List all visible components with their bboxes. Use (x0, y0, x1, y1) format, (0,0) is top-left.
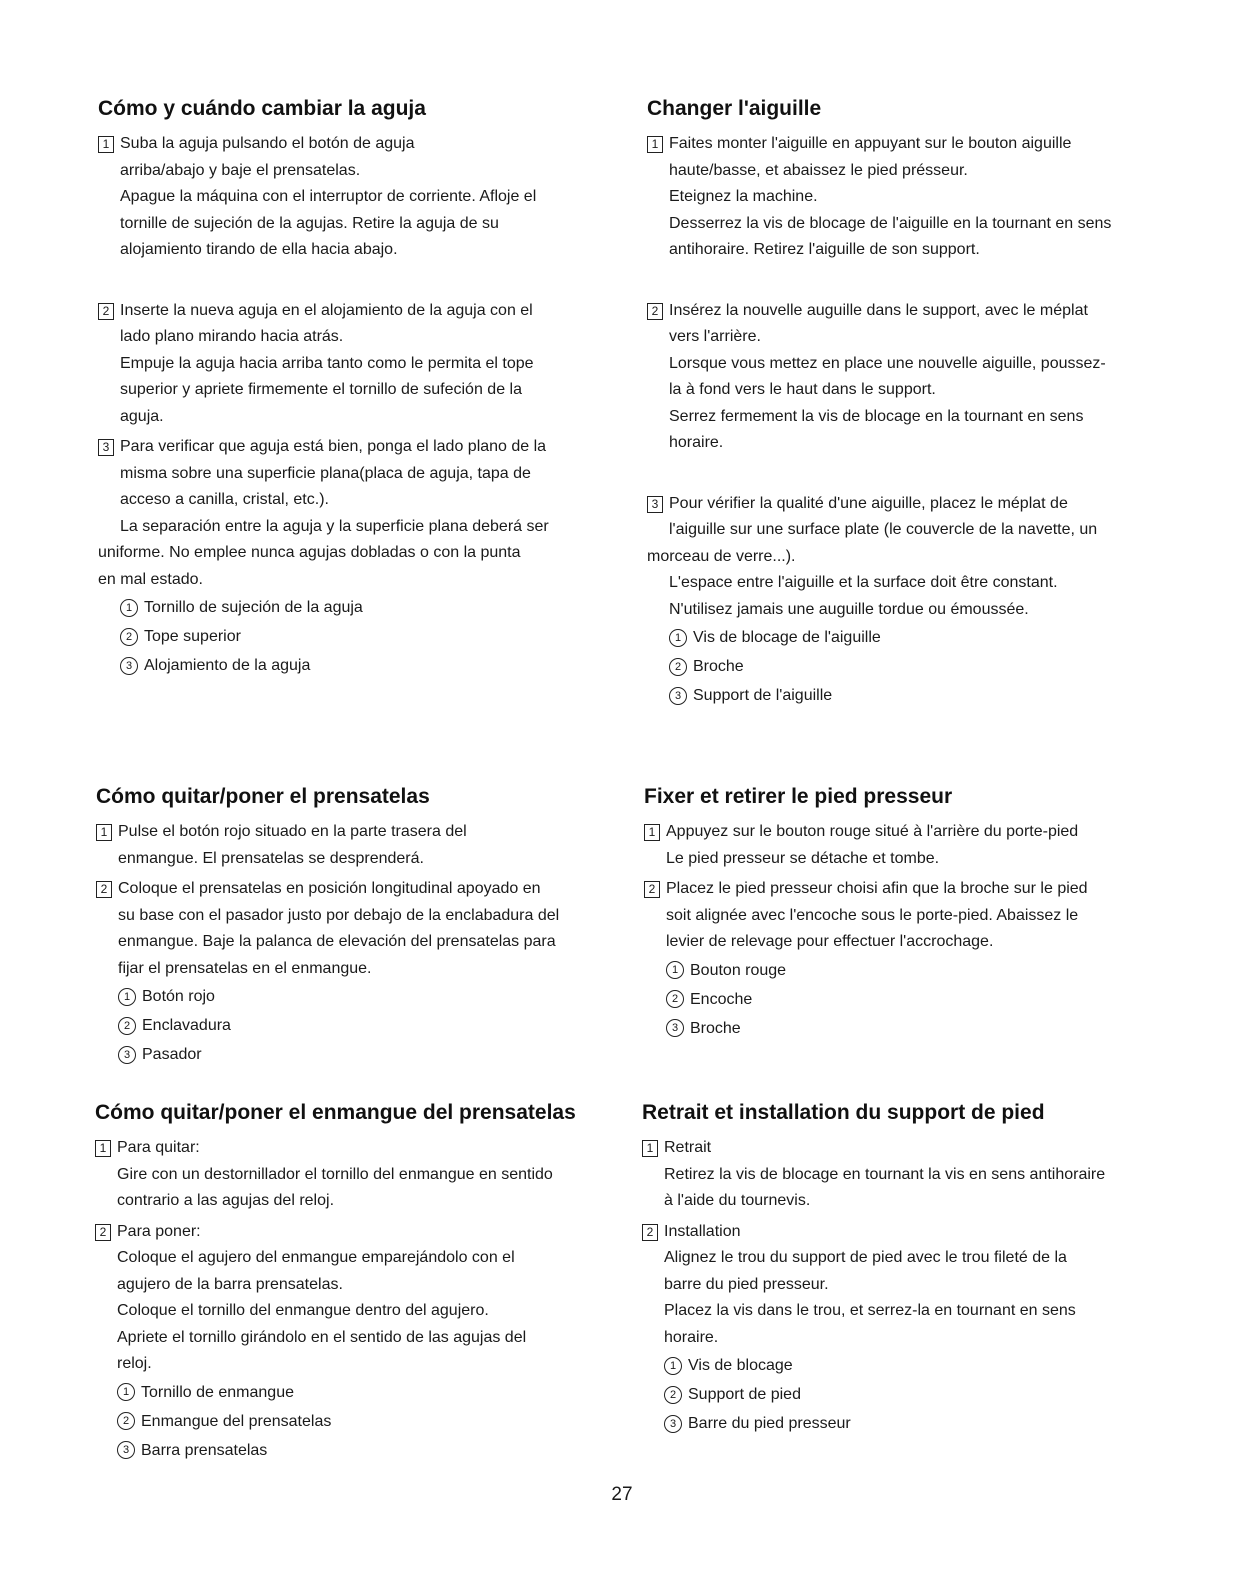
step-2 (95, 1219, 635, 1378)
step-line: Insérez la nouvelle auguille dans le support, avec le méplat (669, 301, 1088, 319)
step-line: Faites monter l'aiguille en appuyant sur le bouton aiguille (669, 135, 1072, 152)
step-line: uniforme. No emplee nunca agujas dobladas o con la punta (98, 544, 521, 561)
list-item: 2 Enclavadura (118, 1011, 626, 1040)
step-line: Placez le pied presseur choisi afin que la broche sur le pied (666, 880, 1088, 897)
section-cambiar-aguja (98, 96, 618, 680)
step-line: reloj. (117, 1355, 152, 1372)
step-1 (95, 1135, 635, 1215)
circled-number: 3 (664, 1415, 682, 1433)
page-number: 27 (611, 1484, 633, 1505)
circled-number: 2 (120, 628, 138, 646)
list-item: 1 Vis de blocage de l'aiguille (669, 623, 1187, 652)
step-line: Eteignez la machine. (669, 188, 818, 205)
list-item: 1 Tornillo de enmangue (117, 1378, 635, 1407)
step-line: Empuje la aguja hacia arriba tanto como le permita el tope (120, 354, 534, 372)
step-line: acceso a canilla, cristal, etc.). (120, 491, 329, 508)
parts-list (96, 982, 626, 1069)
step-line: soit alignée avec l'encoche sous le porte-pied. Abaissez le (666, 906, 1079, 924)
step-line: la à fond vers le haut dans le support. (669, 381, 936, 398)
step-line: agujero de la barra prensatelas. (117, 1275, 343, 1293)
section-changer-aiguille (647, 96, 1187, 710)
circled-number: 1 (664, 1357, 682, 1375)
step-1 (644, 819, 1184, 872)
step-line: alojamiento tirando de ella hacia abajo. (120, 241, 398, 258)
step-number-box: 1 (644, 824, 660, 841)
circled-number: 1 (669, 629, 687, 647)
step-line: Desserrez la vis de blocage de l'aiguille en la tournant en sens (669, 214, 1112, 232)
circled-number: 2 (666, 990, 684, 1008)
section-title: Fixer et retirer le pied presseur (644, 785, 953, 808)
step-line: Installation (664, 1222, 741, 1240)
section-title: Changer l'aiguille (647, 97, 822, 120)
step-line: l'aiguille sur une surface plate (le couvercle de la navette, un (669, 521, 1098, 538)
step-line: Inserte la nueva aguja en el alojamiento de la aguja con el (120, 301, 533, 319)
step-line: à l'aide du tournevis. (664, 1192, 811, 1209)
step-number-box: 1 (98, 136, 114, 153)
list-item: 2 Enmangue del prensatelas (117, 1407, 635, 1436)
step-number-box: 2 (647, 303, 663, 320)
step-number-box: 1 (96, 824, 112, 841)
step-line: Serrez fermement la vis de blocage en la tournant en sens (669, 407, 1084, 425)
circled-number: 3 (118, 1046, 136, 1064)
step-number-box: 2 (95, 1224, 111, 1241)
step-number-box: 2 (98, 303, 114, 320)
step-number-box: 1 (95, 1140, 111, 1157)
step-2 (96, 876, 626, 982)
step-line: Coloque el prensatelas en posición longitudinal apoyado en (118, 880, 541, 897)
section-quitar-prensatelas (96, 784, 626, 1069)
step-line: levier de relevage pour effectuer l'accrochage. (666, 933, 994, 950)
step-number-box: 2 (96, 881, 112, 898)
circled-number: 2 (669, 658, 687, 676)
circled-number: 1 (120, 599, 138, 617)
step-line: Pour vérifier la qualité d'une aiguille, placez le méplat de (669, 494, 1068, 512)
step-line: Placez la vis dans le trou, et serrez-la en tournant en sens (664, 1302, 1076, 1319)
circled-number: 2 (664, 1386, 682, 1404)
section-title: Cómo y cuándo cambiar la aguja (98, 97, 426, 120)
step-line: horaire. (669, 434, 724, 451)
step-line: tornille de sujeción de la agujas. Retire la aguja de su (120, 214, 499, 232)
list-item: 1 Botón rojo (118, 982, 626, 1011)
step-line: Coloque el tornillo del enmangue dentro del agujero. (117, 1302, 489, 1319)
step-3 (647, 491, 1187, 624)
step-line: Retirez la vis de blocage en tournant la vis en sens antihoraire (664, 1165, 1106, 1183)
step-line: lado plano mirando hacia atrás. (120, 328, 344, 345)
circled-number: 3 (117, 1441, 135, 1459)
circled-number: 3 (669, 687, 687, 705)
list-item: 2 Broche (669, 652, 1187, 681)
section-retrait-support (642, 1100, 1187, 1438)
step-line: Appuyez sur le bouton rouge situé à l'arrière du porte-pied (666, 823, 1079, 840)
step-line: contrario a las agujas del reloj. (117, 1192, 335, 1209)
section-title: Cómo quitar/poner el prensatelas (96, 785, 430, 808)
parts-list (647, 623, 1187, 710)
list-item: 2 Encoche (666, 985, 1184, 1014)
step-line: Para poner: (117, 1222, 201, 1240)
step-2 (98, 298, 618, 431)
list-item: 3 Barra prensatelas (117, 1436, 635, 1465)
step-line: su base con el pasador justo por debajo de la enclabadura del (118, 906, 560, 924)
list-item: 3 Barre du pied presseur (664, 1409, 1187, 1438)
list-item: 1 Bouton rouge (666, 956, 1184, 985)
circled-number: 2 (117, 1412, 135, 1430)
step-line: enmangue. Baje la palanca de elevación del prensatelas para (118, 933, 556, 950)
step-line: Para verificar que aguja está bien, ponga el lado plano de la (120, 438, 547, 455)
step-2 (644, 876, 1184, 956)
step-1 (96, 819, 626, 872)
parts-list (642, 1351, 1187, 1438)
step-number-box: 2 (644, 881, 660, 898)
step-line: antihoraire. Retirez l'aiguille de son support. (669, 241, 980, 258)
list-item: 2 Support de pied (664, 1380, 1187, 1409)
circled-number: 1 (666, 961, 684, 979)
list-item: 3 Support de l'aiguille (669, 681, 1187, 710)
step-line: en mal estado. (98, 570, 203, 588)
step-line: Retrait (664, 1139, 712, 1156)
list-item: 3 Pasador (118, 1040, 626, 1069)
step-line: fijar el prensatelas en el enmangue. (118, 959, 372, 977)
step-line: horaire. (664, 1328, 719, 1346)
step-line: barre du pied presseur. (664, 1275, 829, 1293)
step-line: Gire con un destornillador el tornillo del enmangue en sentido (117, 1165, 553, 1183)
section-title: Retrait et installation du support de pied (642, 1101, 1045, 1124)
section-quitar-enmangue (95, 1100, 635, 1465)
step-line: vers l'arrière. (669, 328, 761, 345)
step-line: La separación entre la aguja y la superficie plana deberá ser (120, 517, 549, 535)
circled-number: 3 (666, 1019, 684, 1037)
step-3 (98, 434, 618, 593)
step-line: N'utilisez jamais une auguille tordue ou émoussée. (669, 600, 1029, 618)
step-2 (642, 1219, 1187, 1352)
step-1 (642, 1135, 1187, 1215)
list-item: 1 Tornillo de sujeción de la aguja (120, 593, 618, 622)
step-line: Lorsque vous mettez en place une nouvelle aiguille, poussez- (669, 354, 1106, 372)
list-item: 1 Vis de blocage (664, 1351, 1187, 1380)
step-line: Apriete el tornillo girándolo en el sentido de las agujas del (117, 1328, 527, 1346)
step-line: misma sobre una superficie plana(placa de aguja, tapa de (120, 464, 531, 482)
circled-number: 1 (118, 988, 136, 1006)
step-number-box: 1 (647, 136, 663, 153)
step-number-box: 2 (642, 1224, 658, 1241)
section-fixer-pied (644, 784, 1184, 1043)
parts-list (644, 956, 1184, 1043)
step-line: L'espace entre l'aiguille et la surface doit être constant. (669, 574, 1058, 591)
circled-number: 2 (118, 1017, 136, 1035)
section-title: Cómo quitar/poner el enmangue del prensatelas (95, 1101, 576, 1124)
step-1 (98, 131, 618, 264)
step-line: Coloque el agujero del enmangue emparejándolo con el (117, 1249, 515, 1266)
list-item: 3 Alojamiento de la aguja (120, 651, 618, 680)
step-line: Pulse el botón rojo situado en la parte trasera del (118, 823, 467, 840)
step-line: Alignez le trou du support de pied avec le trou fileté de la (664, 1249, 1067, 1266)
step-2 (647, 298, 1187, 457)
step-number-box: 1 (642, 1140, 658, 1157)
step-line: Apague la máquina con el interruptor de corriente. Afloje el (120, 188, 537, 205)
step-number-box: 3 (647, 496, 663, 513)
step-line: haute/basse, et abaissez le pied présseur. (669, 161, 968, 179)
circled-number: 1 (117, 1383, 135, 1401)
parts-list (98, 593, 618, 680)
step-line: Para quitar: (117, 1139, 200, 1156)
step-line: superior y apriete firmemente el tornillo de sufeción de la (120, 381, 522, 398)
list-item: 2 Tope superior (120, 622, 618, 651)
step-1 (647, 131, 1187, 264)
step-line: arriba/abajo y baje el prensatelas. (120, 161, 361, 179)
step-line: enmangue. El prensatelas se desprenderá. (118, 849, 424, 867)
step-line: Suba la aguja pulsando el botón de aguja (120, 135, 415, 152)
step-line: aguja. (120, 407, 164, 425)
step-number-box: 3 (98, 439, 114, 456)
circled-number: 3 (120, 657, 138, 675)
step-line: morceau de verre...). (647, 547, 796, 565)
list-item: 3 Broche (666, 1014, 1184, 1043)
parts-list (95, 1378, 635, 1465)
step-line: Le pied presseur se détache et tombe. (666, 849, 940, 867)
